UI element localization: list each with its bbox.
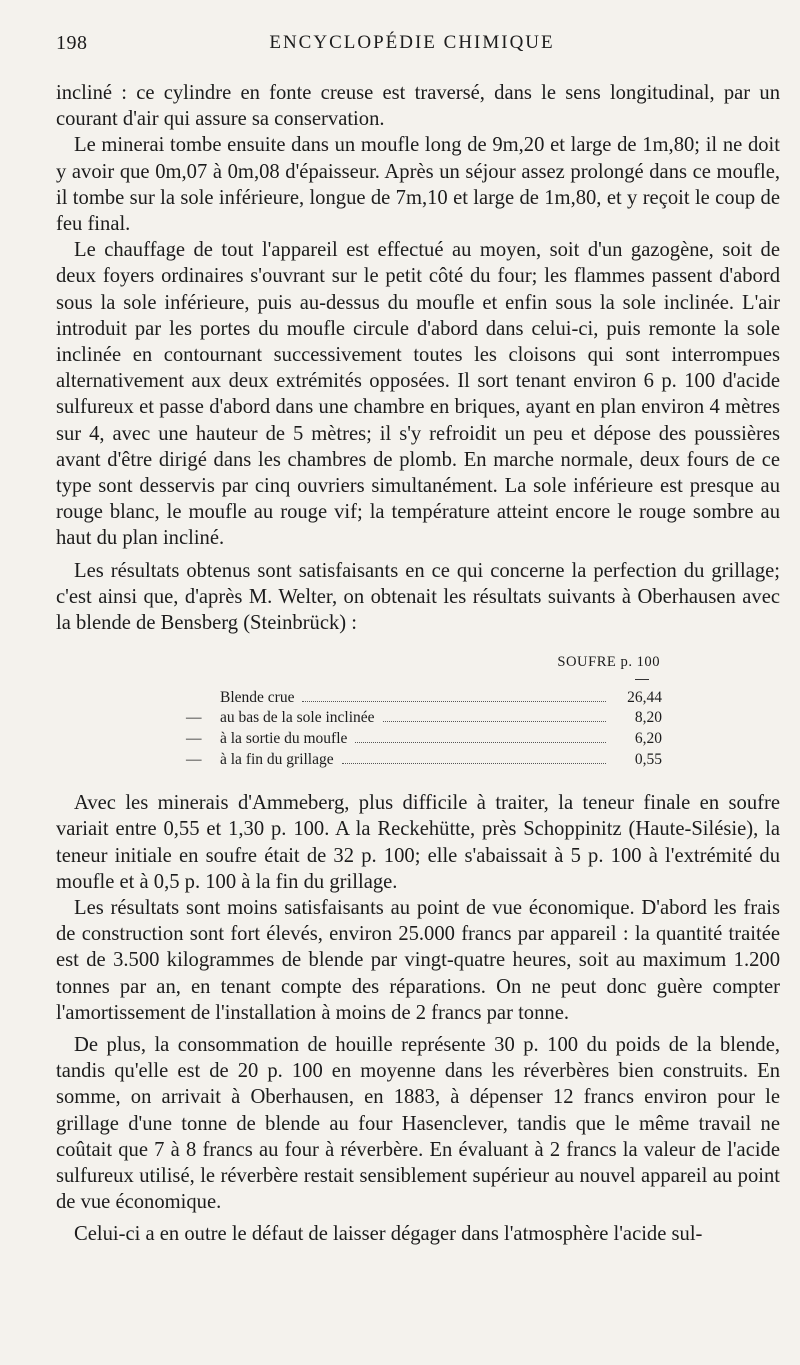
row-value: 8,20 (634, 709, 662, 727)
row-label: au bas de la sole inclinée (220, 709, 375, 727)
dot-leader (302, 700, 606, 702)
dot-leader (355, 741, 606, 743)
page-number: 198 (56, 32, 88, 54)
row-dash: — (186, 709, 202, 727)
paragraph: Celui-ci a en outre le défaut de laisser dégager dans l'atmosphère l'acide sul- (74, 1223, 703, 1246)
paragraph: Les résultats obtenus sont satisfaisants en ce qui concerne la perfection du grillage; c'est ainsi que, d'après M. Welter, on obtenait les résultats suivants à Oberhausen avec la blende de Bensberg (Steinbrück) : (56, 559, 780, 635)
table-row (56, 750, 780, 771)
row-value: 0,55 (634, 750, 662, 768)
table-row (56, 729, 780, 750)
body-text (56, 80, 780, 1248)
table-header-rule (635, 679, 649, 680)
row-label: Blende crue (220, 688, 295, 706)
sulfur-content-table (56, 652, 780, 770)
table-row (56, 708, 780, 729)
paragraph: Le minerai tombe ensuite dans un moufle long de 9m,20 et large de 1m,80; il ne doit y avoir que 0m,07 à 0m,08 d'épaisseur. Après un séjour assez prolongé dans ce moufle, il tombe sur la sole inférieure, longue de 7m,10 et large de 1m,80, et y reçoit le coup de feu final. (56, 134, 780, 236)
row-value: 6,20 (634, 730, 662, 748)
row-dash: — (186, 730, 202, 748)
running-title: ENCYCLOPÉDIE CHIMIQUE (269, 32, 555, 53)
row-label: à la sortie du moufle (220, 730, 348, 748)
row-dash: — (186, 750, 202, 768)
paragraph: Avec les minerais d'Ammeberg, plus difficile à traiter, la teneur finale en soufre variait entre 0,55 et 1,30 p. 100. A la Reckehütte, près Schoppinitz (Haute-Silésie), la teneur initiale en soufre était de 32 p. 100; elle s'abaissait à 5 p. 100 à l'extrémité du moufle et à 0,5 p. 100 à la fin du grillage. (56, 792, 780, 893)
table-row (56, 688, 780, 709)
table-column-header (56, 652, 780, 673)
table-header-prefix: SOUFRE (557, 654, 617, 671)
paragraph: De plus, la consommation de houille représente 30 p. 100 du poids de la blende, tandis qu'elle est de 20 p. 100 en moyenne dans les réverbères bien construits. En somme, on arrivait à Oberhausen, en 1883, à dépenser 12 francs environ pour le grillage d'une tonne de blende au four Hasenclever, tandis que le même travail ne coûtait que 7 à 8 francs au four à réverbère. En évaluant à 2 francs la valeur de l'acide sulfureux utilisé, le réverbère restait sensiblement supérieur au nouvel appareil au point de vue économique. (56, 1034, 780, 1214)
paragraph: incliné : ce cylindre en fonte creuse est traversé, dans le sens longitudinal, par un courant d'air qui assure sa conservation. (56, 82, 780, 131)
paragraph: Les résultats sont moins satisfaisants au point de vue économique. D'abord les frais de construction sont fort élevés, environ 25.000 francs par appareil : la quantité traitée est de 3.500 kilogrammes de blende par vingt-quatre heures, soit au maximum 1.200 tonnes par an, en tenant compte des réparations. On ne peut donc guère compter l'amortissement de l'installation à moins de 2 francs par tonne. (56, 897, 780, 1024)
dot-leader (383, 720, 606, 722)
table-header-suffix: p. 100 (620, 654, 660, 671)
page-header (56, 32, 768, 62)
row-value: 26,44 (627, 688, 662, 706)
dot-leader (342, 762, 606, 764)
row-label: à la fin du grillage (220, 750, 334, 768)
paragraph: Le chauffage de tout l'appareil est effectué au moyen, soit d'un gazogène, soit de deux foyers ordinaires s'ouvrant sur le petit côté du four; les flammes passent d'abord sous la sole inférieure, puis au-dessus du moufle et enfin sous la sole inclinée. L'air introduit par les portes du moufle circule d'abord dans celui-ci, puis remonte la sole inclinée en contournant successivement toutes les cloisons qui sont interrompues alternativement aux deux extrémités opposées. Il sort tenant environ 6 p. 100 d'acide sulfureux et passe d'abord dans une chambre en briques, ayant en plan environ 4 mètres sur 4, avec une hauteur de 5 mètres; il s'y refroidit un peu et dépose des poussières avant d'être dirigé dans les chambres de plomb. En marche normale, deux fours de ce type sont desservis par cinq ouvriers simultanément. La sole inférieure est presque au rouge blanc, le moufle au rouge vif; la température atteint encore le rouge sombre au haut du plan incliné. (56, 239, 780, 550)
